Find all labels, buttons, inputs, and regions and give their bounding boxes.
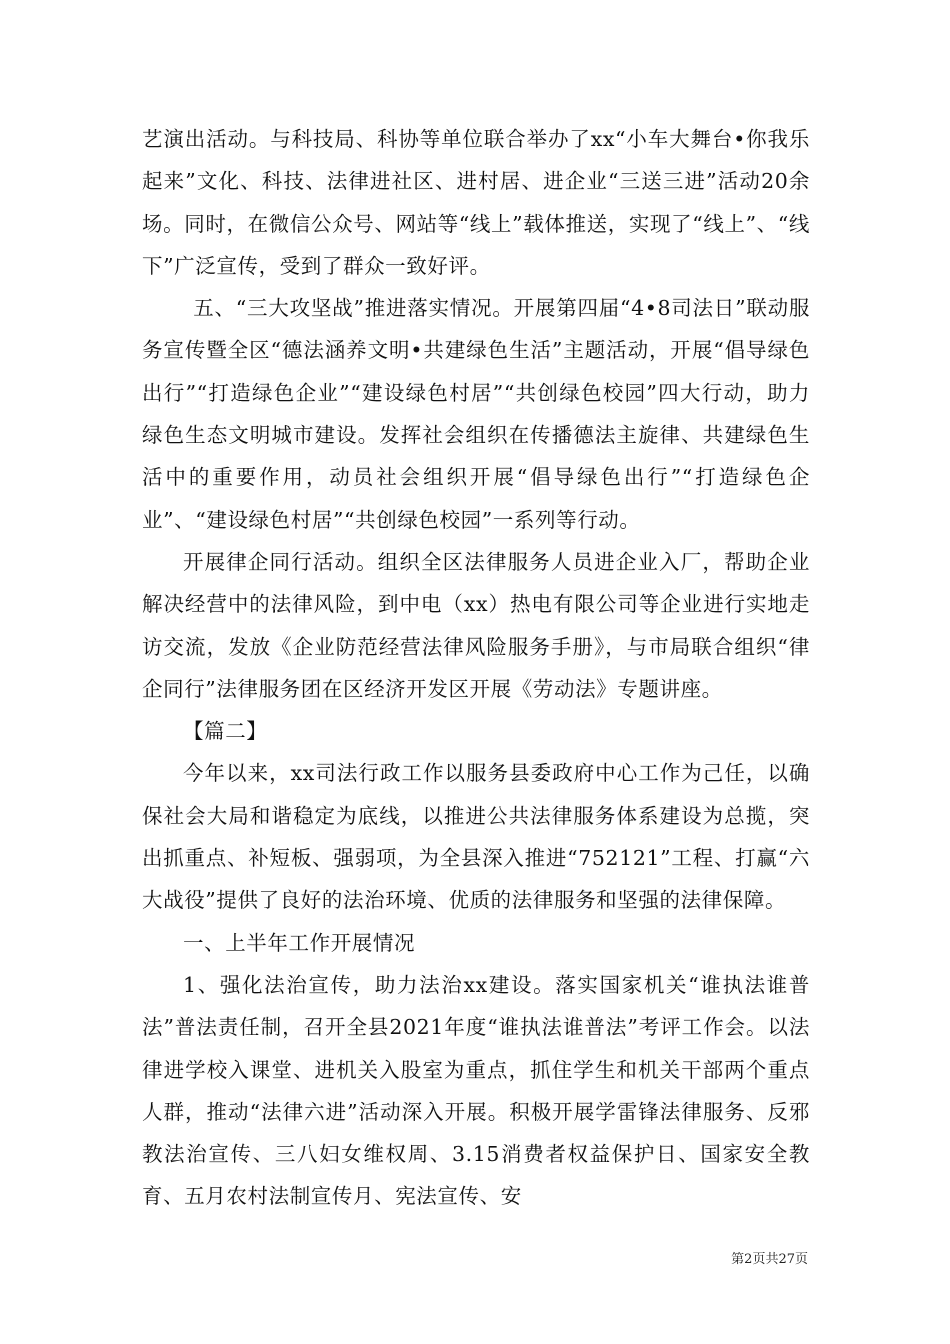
page-footer (731, 1250, 808, 1270)
chapter-heading: 【篇二】 (183, 719, 268, 744)
page-number: 第2页共27页 (731, 1252, 808, 1267)
document-body (142, 118, 810, 1218)
paragraph-continuation: 艺演出活动。与科技局、科协等单位联合举办了xx“小车大舞台•你我乐起来”文化、科技、法律进社区、进村居、进企业“三送三进”活动20余场。同时，在微信公众号、网站等“线上”载体推送，实现了“线上”、“线下”广泛宣传，受到了群众一致好评。 (142, 127, 810, 278)
paragraph-item-one: 1、强化法治宣传，助力法治xx建设。落实国家机关“谁执法谁普法”普法责任制，召开全县2021年度“谁执法谁普法”考评工作会。以法律进学校入课堂、进机关入股室为重点，抓住学生和机关干部两个重点人群，推动“法律六进”活动深入开展。积极开展学雷锋法律服务、反邪教法治宣传、三八妇女维权周、3.15消费者权益保护日、国家安全教育、五月农村法制宣传月、宪法宣传、安 (142, 972, 810, 1209)
paragraph-lawyer-enterprise: 开展律企同行活动。组织全区法律服务人员进企业入厂，帮助企业解决经营中的法律风险，到中电（xx）热电有限公司等企业进行实地走访交流，发放《企业防范经营法律风险服务手册》，与市局联合组织“律企同行”法律服务团在区经济开发区开展《劳动法》专题讲座。 (142, 549, 810, 701)
paragraph-intro: 今年以来，xx司法行政工作以服务县委政府中心工作为己任，以确保社会大局和谐稳定为底线，以推进公共法律服务体系建设为总揽，突出抓重点、补短板、强弱项，为全县深入推进“752121”工程、打赢“六大战役”提供了良好的法治环境、优质的法律服务和坚强的法律保障。 (142, 761, 810, 913)
paragraph-section-five: 五、“三大攻坚战”推进落实情况。开展第四届“4•8司法日”联动服务宣传暨全区“德法涵养文明•共建绿色生活”主题活动，开展“倡导绿色出行”“打造绿色企业”“建设绿色村居”“共创绿色校园”四大行动，助力绿色生态文明城市建设。发挥社会组织在传播德法主旋律、共建绿色生活中的重要作用，动员社会组织开展“倡导绿色出行”“打造绿色企业”、“建设绿色村居”“共创绿色校园”一系列等行动。 (142, 296, 810, 532)
section-heading: 一、上半年工作开展情况 (183, 930, 416, 955)
